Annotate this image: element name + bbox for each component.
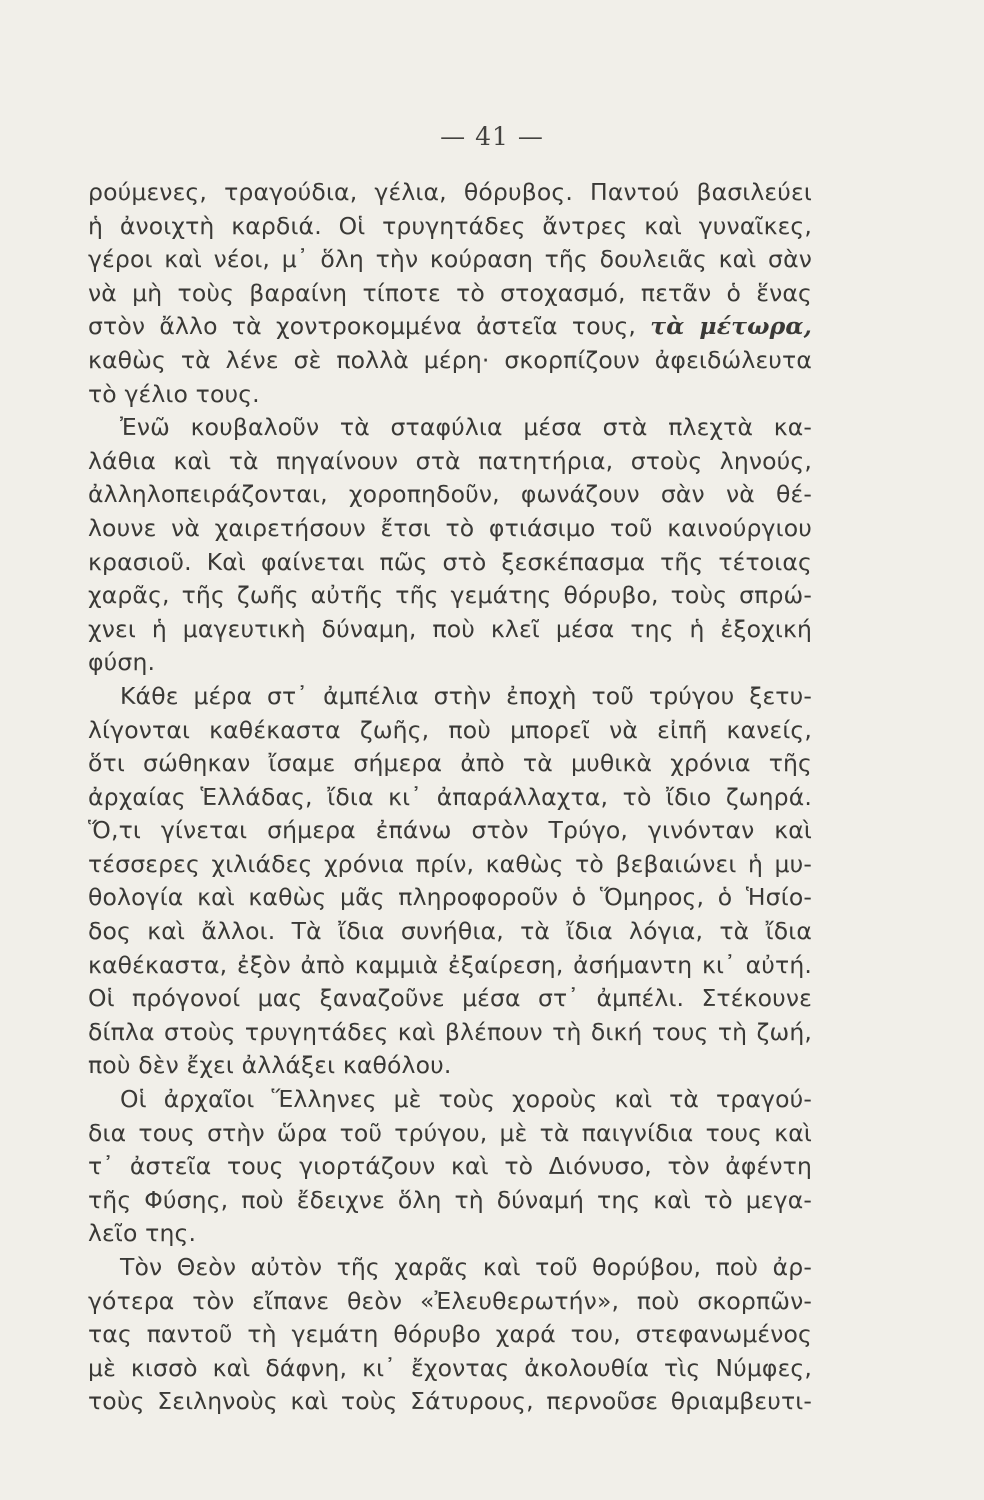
text-line — [88, 378, 812, 412]
text-line-content: καθὼς τὰ λένε σὲ πολλὰ μέρη· σκορπίζουν ἀφειδώλευτα — [88, 345, 812, 374]
text-line-content: Ἐνῶ κουβαλοῦν τὰ σταφύλια μέσα στὰ πλεχτὰ κα- — [120, 413, 812, 442]
text-line-content: λάθια καὶ τὰ πηγαίνουν στὰ πατητήρια, στοὺς ληνούς, — [88, 446, 812, 475]
text-line-content: τας παντοῦ τὴ γεμάτη θόρυβο χαρά του, στεφανωμένος — [88, 1320, 812, 1349]
text-line — [88, 512, 812, 546]
text-line-content: Τὸν Θεὸν αὐτὸν τῆς χαρᾶς καὶ τοῦ θορύβου, ποὺ ἀρ- — [120, 1253, 812, 1281]
text-line — [88, 747, 812, 781]
text-line-content: τοὺς Σειληνοὺς καὶ τοὺς Σάτυρους, περνοῦσε θριαμβευτι- — [88, 1387, 812, 1416]
text-line — [88, 1150, 812, 1184]
text-line — [88, 546, 812, 580]
text-line-content: τὸ γέλιο τους. — [88, 379, 260, 408]
text-line-content: καθέκαστα, ἐξὸν ἀπὸ καμμιὰ ἐξαίρεση, ἀσήμαντη κι᾿ αὐτή. — [88, 950, 812, 979]
text-line — [88, 613, 812, 647]
text-line-content: Οἱ ἀρχαῖοι Ἕλληνες μὲ τοὺς χοροὺς καὶ τὰ τραγού- — [120, 1085, 812, 1114]
text-line — [88, 814, 812, 848]
text-line — [88, 680, 812, 714]
text-line-content: μὲ κισσὸ καὶ δάφνη, κι᾿ ἔχοντας ἀκολουθία τὶς Νύμφες, — [88, 1353, 812, 1382]
text-line — [88, 949, 812, 983]
body-text — [88, 176, 812, 1419]
text-line-content: στὸν ἄλλο τὰ χοντροκομμένα ἀστεῖα τους, — [88, 312, 637, 341]
text-line-content: ἀλληλοπειράζονται, χοροπηδοῦν, φωνάζουν σὰν νὰ θέ- — [88, 480, 812, 509]
text-line — [88, 714, 812, 748]
text-line-content: φύση. — [88, 648, 156, 677]
text-line — [88, 310, 812, 344]
text-line — [88, 1184, 812, 1218]
text-line-content: ἡ ἀνοιχτὴ καρδιά. Οἱ τρυγητάδες ἄντρες καὶ γυναῖκες, — [88, 211, 812, 240]
text-line-content: ἀρχαίας Ἑλλάδας, ἴδια κι᾿ ἀπαράλλαχτα, τὸ ἴδιο ζωηρά. — [88, 782, 812, 811]
page-number: — 41 — — [440, 122, 544, 151]
text-line-content: γότερα τὸν εἴπανε θεὸν «Ἐλευθερωτήν», ποὺ σκορπῶν- — [88, 1286, 812, 1315]
text-line — [88, 1318, 812, 1352]
text-line — [88, 411, 812, 445]
text-line — [88, 1285, 812, 1319]
text-line-content: λουνε νὰ χαιρετήσουν ἔτσι τὸ φτιάσιμο τοῦ καινούργιου — [88, 513, 812, 542]
text-line-content: χαρᾶς, τῆς ζωῆς αὐτῆς τῆς γεμάτης θόρυβο, τοὺς σπρώ- — [88, 581, 812, 610]
text-line-content: Οἱ πρόγονοί μας ξαναζοῦνε μέσα στ᾿ ἀμπέλι. Στέκουνε — [88, 984, 812, 1013]
text-line — [88, 915, 812, 949]
text-line — [88, 646, 812, 680]
text-line — [88, 176, 812, 210]
text-line — [88, 1385, 812, 1419]
text-line — [88, 344, 812, 378]
text-line-content: λεῖο της. — [88, 1219, 197, 1248]
text-line-content: ρούμενες, τραγούδια, γέλια, θόρυβος. Παντού βασιλεύει — [88, 178, 812, 206]
text-line — [88, 1251, 812, 1285]
text-line — [88, 243, 812, 277]
text-line-content: λίγονται καθέκαστα ζωῆς, ποὺ μπορεῖ νὰ εἰπῆ κανείς, — [88, 715, 812, 744]
text-line — [88, 478, 812, 512]
text-line-content: νὰ μὴ τοὺς βαραίνη τίποτε τὸ στοχασμό, πετᾶν ὁ ἕνας — [88, 278, 812, 307]
text-line-content: ὅτι σώθηκαν ἴσαμε σήμερα ἀπὸ τὰ μυθικὰ χρόνια τῆς — [88, 749, 812, 778]
text-line — [88, 1049, 812, 1083]
text-line-content: Κάθε μέρα στ᾿ ἀμπέλια στὴν ἐποχὴ τοῦ τρύγου ξετυ- — [120, 681, 812, 710]
text-line-content: γέροι καὶ νέοι, μ᾿ ὅλη τὴν κούραση τῆς δουλειᾶς καὶ σὰν — [88, 245, 812, 274]
text-line — [88, 848, 812, 882]
text-line-content: τέσσερες χιλιάδες χρόνια πρίν, καθὼς τὸ βεβαιώνει ἡ μυ- — [88, 849, 812, 878]
text-line-content: δια τους στὴν ὥρα τοῦ τρύγου, μὲ τὰ παιγνίδια τους καὶ — [88, 1118, 812, 1147]
text-line — [88, 1083, 812, 1117]
text-line — [88, 982, 812, 1016]
text-line — [88, 1016, 812, 1050]
text-line — [88, 579, 812, 613]
emphasized-phrase: τὰ μέτωρα, — [650, 312, 812, 341]
text-line — [88, 210, 812, 244]
text-line-content: δίπλα στοὺς τρυγητάδες καὶ βλέπουν τὴ δική τους τὴ ζωή, — [88, 1017, 812, 1046]
text-line-content: κρασιοῦ. Καὶ φαίνεται πῶς στὸ ξεσκέπασμα τῆς τέτοιας — [88, 547, 812, 576]
text-line-content: τῆς Φύσης, ποὺ ἔδειχνε ὅλη τὴ δύναμή της καὶ τὸ μεγα- — [88, 1185, 812, 1214]
text-line-content: ποὺ δὲν ἔχει ἀλλάξει καθόλου. — [88, 1051, 452, 1080]
text-line — [88, 1217, 812, 1251]
text-line — [88, 881, 812, 915]
text-line-content: τ᾿ ἀστεῖα τους γιορτάζουν καὶ τὸ Διόνυσο, τὸν ἀφέντη — [88, 1152, 812, 1181]
text-line — [88, 445, 812, 479]
text-line-content: δος καὶ ἄλλοι. Τὰ ἴδια συνήθια, τὰ ἴδια λόγια, τὰ ἴδια — [88, 917, 812, 946]
text-line-content: χνει ἡ μαγευτικὴ δύναμη, ποὺ κλεῖ μέσα της ἡ ἐξοχική — [88, 614, 812, 643]
text-line — [88, 1117, 812, 1151]
text-line-content: θολογία καὶ καθὼς μᾶς πληροφοροῦν ὁ Ὅμηρος, ὁ Ἡσίο- — [88, 883, 812, 912]
text-line-content: Ὅ,τι γίνεται σήμερα ἐπάνω στὸν Τρύγο, γινόνταν καὶ — [88, 816, 812, 845]
text-line — [88, 1352, 812, 1386]
text-line — [88, 277, 812, 311]
text-line — [88, 781, 812, 815]
